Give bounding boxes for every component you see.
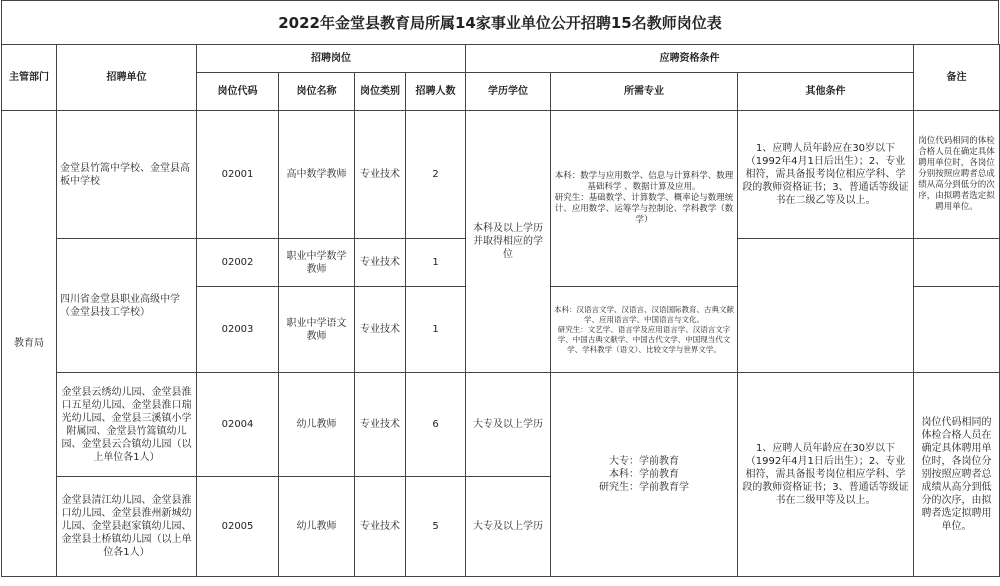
unit-cell: 四川省金堂县职业高级中学（金堂县技工学校） — [57, 239, 197, 373]
remark-cell: 岗位代码相同的体检合格人员在确定具体聘用单位时，各岗位分别按照应聘者总成绩从高分到低分的次序，由拟聘者选定拟聘用单位。 — [914, 111, 1000, 239]
dept-cell: 教育局 — [2, 111, 57, 577]
remark-cell: 岗位代码相同的体检合格人员在确定具体聘用单位时，各岗位分别按照应聘者总成绩从高分到低分的次序，由拟聘者选定拟聘用单位。 — [914, 373, 1000, 577]
other-cell-empty — [738, 239, 914, 373]
post-type-cell: 专业技术 — [355, 239, 406, 287]
edu-cell: 大专及以上学历 — [466, 373, 551, 477]
code-cell: 02005 — [197, 477, 279, 577]
header-other: 其他条件 — [738, 73, 914, 111]
code-cell: 02004 — [197, 373, 279, 477]
header-edu: 学历学位 — [466, 73, 551, 111]
header-count: 招聘人数 — [406, 73, 466, 111]
count-cell: 6 — [406, 373, 466, 477]
count-cell: 5 — [406, 477, 466, 577]
post-name-cell: 职业中学语文教师 — [279, 287, 355, 373]
unit-cell: 金堂县云绣幼儿园、金堂县淮口五星幼儿园、金堂县淮口瑞光幼儿园、金堂县三溪镇小学附属园、金堂县竹篙镇幼儿园、金堂县云合镇幼儿园（以上单位各1人） — [57, 373, 197, 477]
table-row — [2, 111, 1000, 239]
recruitment-table — [1, 44, 1000, 577]
count-cell: 1 — [406, 287, 466, 373]
post-name-cell: 幼儿教师 — [279, 373, 355, 477]
post-type-cell: 专业技术 — [355, 477, 406, 577]
count-cell: 2 — [406, 111, 466, 239]
code-cell: 02001 — [197, 111, 279, 239]
other-cell: 1、应聘人员年龄应在30岁以下（1992年4月1日后出生）；2、专业相符，需具备报考岗位相应学科、学段的教师资格证书；3、普通话等级证书在二级甲等及以上。 — [738, 373, 914, 577]
header-pname: 岗位名称 — [279, 73, 355, 111]
header-major: 所需专业 — [551, 73, 738, 111]
unit-cell: 金堂县竹篙中学校、金堂县高板中学校 — [57, 111, 197, 239]
edu-cell: 大专及以上学历 — [466, 477, 551, 577]
header-qual: 应聘资格条件 — [466, 45, 914, 73]
post-type-cell: 专业技术 — [355, 287, 406, 373]
remark-cell-empty — [914, 239, 1000, 287]
remark-cell-empty — [914, 287, 1000, 373]
major-cell-chinese: 本科：汉语言文学、汉语言、汉语国际教育、古典文献学、应用语言学、中国语言与文化。 研究生：文艺学、语言学及应用语言学、汉语言文字学、中国古典文献学、中国古代文学、中国现当代文学、学科教学（语文）、比较文学与世界文学。 — [551, 287, 738, 373]
header-ptype: 岗位类别 — [355, 73, 406, 111]
header-unit: 招聘单位 — [57, 45, 197, 111]
post-type-cell: 专业技术 — [355, 111, 406, 239]
post-type-cell: 专业技术 — [355, 373, 406, 477]
edu-cell: 本科及以上学历并取得相应的学位 — [466, 111, 551, 373]
code-cell: 02003 — [197, 287, 279, 373]
code-cell: 02002 — [197, 239, 279, 287]
page-title: 2022年金堂县教育局所属14家事业单位公开招聘15名教师岗位表 — [1, 0, 999, 44]
table-row — [2, 373, 1000, 477]
major-cell-math: 本科：数学与应用数学、信息与计算科学、数理基础科学 、数据计算及应用。 研究生：基础数学、计算数学、概率论与数理统计、应用数学、运筹学与控制论、学科教学（数学） — [551, 111, 738, 287]
unit-cell: 金堂县清江幼儿园、金堂县淮口幼儿园、金堂县淮州新城幼儿园、金堂县赵家镇幼儿园、金堂县土桥镇幼儿园（以上单位各1人） — [57, 477, 197, 577]
header-remark: 备注 — [914, 45, 1000, 111]
header-post: 招聘岗位 — [197, 45, 466, 73]
post-name-cell: 职业中学数学教师 — [279, 239, 355, 287]
count-cell: 1 — [406, 239, 466, 287]
header-code: 岗位代码 — [197, 73, 279, 111]
header-dept: 主管部门 — [2, 45, 57, 111]
post-name-cell: 高中数学教师 — [279, 111, 355, 239]
major-cell-preschool: 大专：学前教育 本科：学前教育 研究生：学前教育学 — [551, 373, 738, 577]
post-name-cell: 幼儿教师 — [279, 477, 355, 577]
other-cell: 1、应聘人员年龄应在30岁以下（1992年4月1日后出生）；2、专业相符，需具备报考岗位相应学科、学段的教师资格证书；3、普通话等级证书在二级乙等及以上。 — [738, 111, 914, 239]
